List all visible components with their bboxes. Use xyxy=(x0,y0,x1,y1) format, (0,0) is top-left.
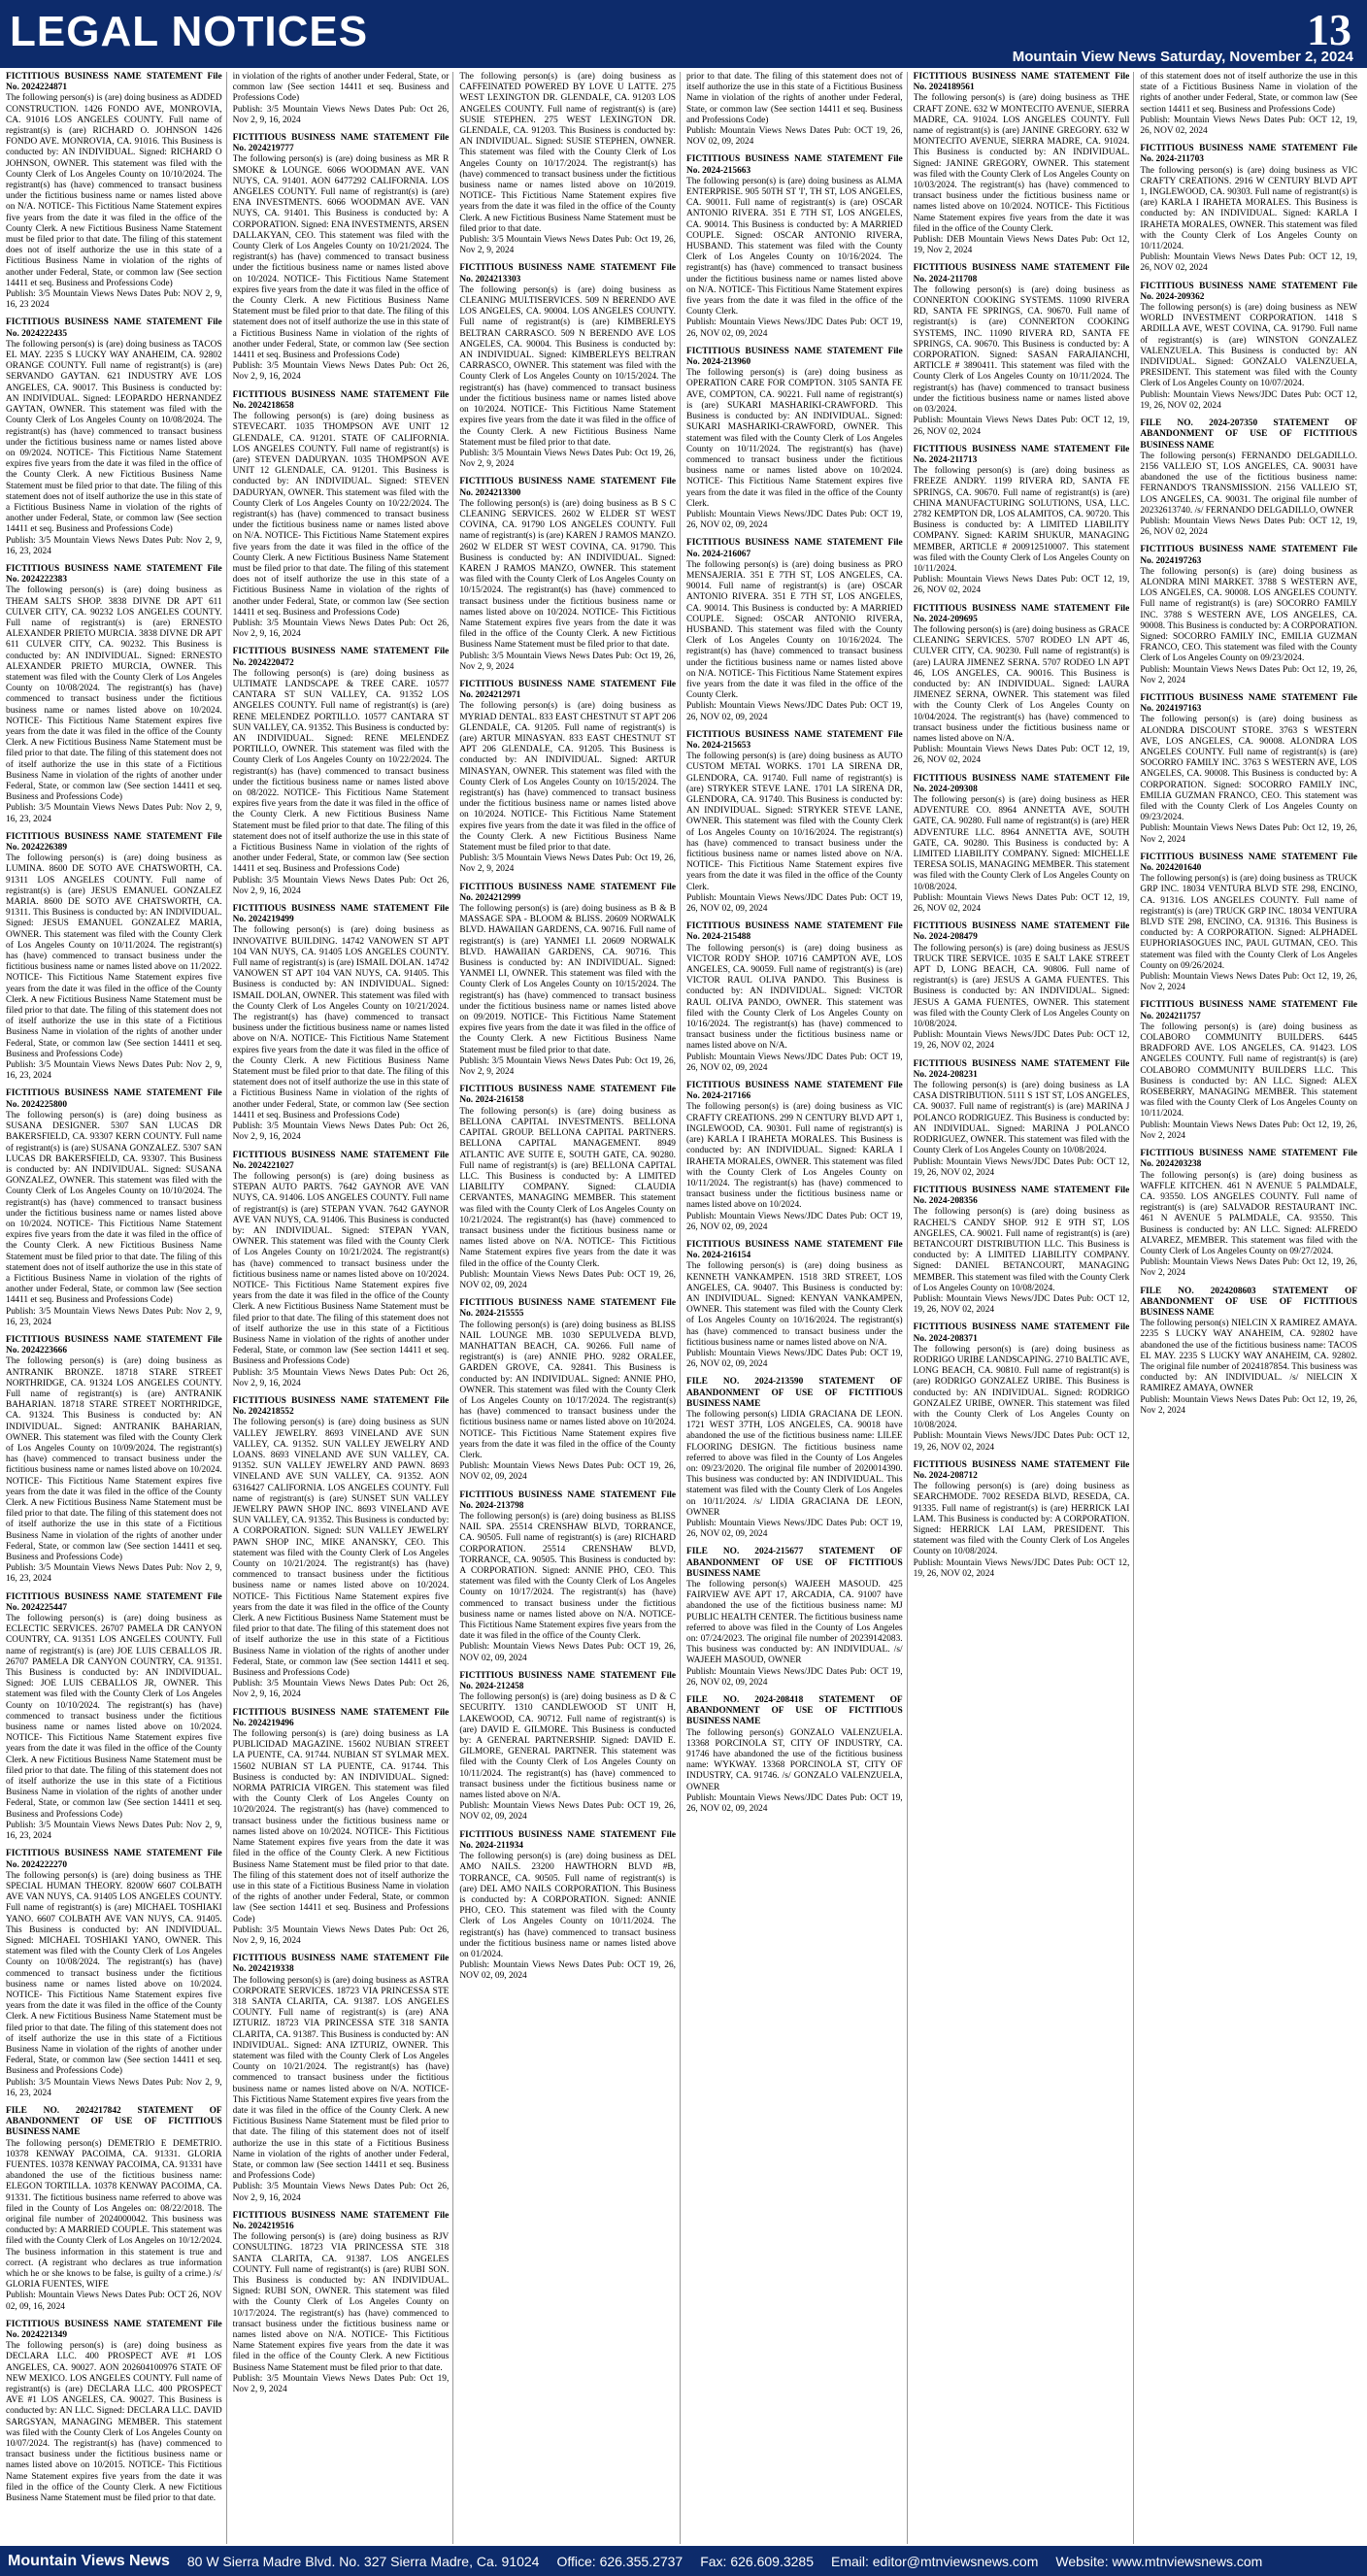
notice-body: The following person(s) is (are) doing business as DEL AMO NAILS. 23200 HAWTHORN BLVD #B, TORRANCE, CA. 90505. Full name of registrant(s) is (are) DEL AMO NAILS CORPORATION. This Business is conducted by: A CORPORATION. Signed: ANNIE PHO, CEO. This statement was filed with the County Clerk of Los Angeles County on 10/11/2024. The registrant(s) has (have) commenced to transact business under the fictitious business name or names listed above on 01/2024. xyxy=(459,1852,676,1959)
notice-heading: FILE NO. 2024-213590 STATEMENT OF ABANDONMENT OF USE OF FICTITIOUS BUSINESS NAME xyxy=(686,1377,903,1409)
column-1 xyxy=(6,72,227,2544)
legal-notice xyxy=(459,680,676,876)
notice-pub: Publish: Mountain Views News/JDC Dates Pub: OCT 19, 26, NOV 02, 09, 2024 xyxy=(686,701,903,722)
notice-body: The following person(s) WAJEEH MASOUD. 425 FAIRVIEW AVE APT 17, ARCADIA, CA. 91007 have abandoned the use of the fictitious business name: MJ PUBLIC HEALTH CENTER. The fictitious business name referred to above was filed in the County of Los Angeles on: 07/24/2023. The original file number of 20239142083. This business was conducted by: AN INDIVIDUAL. /s/ WAJEEH MASOUD, OWNER xyxy=(686,1580,903,1666)
notice-pub: Publish: 3/5 Mountain Views News Dates Pub: Oct 26, Nov 2, 9, 16, 2024 xyxy=(232,361,450,383)
legal-notice xyxy=(914,604,1130,767)
legal-notice xyxy=(914,445,1130,597)
notice-pub: Publish: 3/5 Mountain Views News Dates Pub: Oct 19, 26, Nov 2, 9, 2024 xyxy=(459,1055,676,1078)
footer-office-phone: Office: 626.355.2737 xyxy=(556,2553,684,2569)
notice-pub: Publish: 3/5 Mountain Views News Dates Pub: Oct 26, Nov 2, 9, 16, 2024 xyxy=(232,104,450,125)
notice-pub: Publish: Mountain Views News Dates Pub: OCT 19, 26, NOV 02, 09, 2024 xyxy=(459,1801,676,1823)
notice-body: The following person(s) is (are) doing business as GRACE CLEANING SERVICES. 5707 RODEO LN APT 46, CULVER CITY, CA. 90230. Full name of registrant(s) is (are) LAURA JIMENEZ SERNA. 5707 RODEO LN APT 46, LOS ANGELES, CA. 90016. This Business is conducted by: AN INDIVIDUAL. Signed: LAURA JIMENEZ SERNA, OWNER. This statement was filed with the County Clerk of Los Angeles County on 10/04/2024. The registrant(s) has (have) commenced to transact business under the fictitious business name or names listed above on N/A. xyxy=(913,624,1130,744)
notice-heading: FICTITIOUS BUSINESS NAME STATEMENT File No. 2024219777 xyxy=(232,133,450,154)
legal-notice xyxy=(1140,72,1357,137)
notice-body: The following person(s) is (are) doing business as JESUS TRUCK TIRE SERVICE. 1035 E SALT LAKE STREET APT D, LONG BEACH, CA. 90806. Full name of registrant(s) is (are) JESUS A GAMA FUENTES. This Business is conducted by: AN INDIVIDUAL. Signed: JESUS A GAMA FUENTES, OWNER. This statement was filed with the County Clerk of Los Angeles County on 10/08/2024. xyxy=(913,943,1130,1030)
legal-notice xyxy=(6,2320,222,2504)
notice-heading: FICTITIOUS BUSINESS NAME STATEMENT File No. 2024-208231 xyxy=(913,1058,1130,1080)
notice-heading: FICTITIOUS BUSINESS NAME STATEMENT File No. 2024219496 xyxy=(232,1707,450,1728)
notice-heading: FICTITIOUS BUSINESS NAME STATEMENT File No. 2024-211703 xyxy=(1140,144,1357,165)
notice-pub: Publish: Mountain Views News/JDC Dates Pub: OCT 12, 19, 26, NOV 02, 2024 xyxy=(913,1431,1130,1453)
notice-pub: Publish: Mountain Views News Dates Pub: OCT 12, 19, 26, NOV 02, 2024 xyxy=(1140,516,1357,538)
notice-body: The following person(s) is (are) doing business as VICTOR RODY SHOP. 10716 CAMPTON AVE, LOS ANGELES, CA. 90059. Full name of registrant(s) is (are) VICTOR RAUL OLIVA PANDO. This Business is conducted by: AN INDIVIDUAL. Signed: VICTOR RAUL OLIVA PANDO, OWNER. This statement was filed with the County Clerk of Los Angeles County on 10/16/2024. The registrant(s) has (have) commenced to transact business under the fictitious business name or names listed above on N/A. xyxy=(686,943,903,1052)
notice-body: The following person(s) is (are) doing business as ADDED CONSTRUCTION. 1426 FONDO AVE, MONROVIA, CA. 91016 LOS ANGELES COUNTY. Full name of registrant(s) is (are) RICHARD O. JOHNSON 1426 FONDO AVE. MONROVIA, CA. 91016. This Business is conducted by: AN INDIVIDUAL. Signed: RICHARD O JOHNSON, OWNER. This statement was filed with the County Clerk of Los Angeles County on 10/10/2024. The registrant(s) has (have) commenced to transact business under the fictitious business name or names listed above on N/A. NOTICE- This Fictitious Name Statement expires five years from the date it was filed in the office of the County Clerk. A new Fictitious Business Name Statement must be filed prior to that date. The filing of this statement does not of itself authorize the use in this state of a Fictitious Business Name in violation of the rights of another under Federal, State, or common law (See section 14411 et seq. Business and Professions Code) xyxy=(6,93,222,288)
notice-pub: Publish: Mountain Views News/JDC Dates Pub: OCT 19, 26, NOV 02, 09, 2024 xyxy=(686,1052,903,1073)
notice-heading: FICTITIOUS BUSINESS NAME STATEMENT File No. 2024203238 xyxy=(1140,1149,1357,1170)
notice-heading: FILE NO. 2024-208418 STATEMENT OF ABANDONMENT OF USE OF FICTITIOUS BUSINESS NAME xyxy=(686,1695,903,1727)
notice-heading: FICTITIOUS BUSINESS NAME STATEMENT File No. 2024225800 xyxy=(6,1088,222,1110)
legal-notice xyxy=(1140,693,1357,846)
notice-body: The following person(s) is (are) doing business as AUTO CUSTOM METAL WORKS. 1701 LA SIRENA DR, GLENDORA, CA. 91740. Full name of registrant(s) is (are) STRYKER STEVE LANE. 1701 LA SIRENA DR, GLENDORA, CA. 91740. This Business is conducted by: AN INDIVIDUAL. Signed: STRYKER STEVE LANE, OWNER. This statement was filed with the County Clerk of Los Angeles County on 10/16/2024. The registrant(s) has (have) commenced to transact business under the fictitious business name or names listed above on N/A. NOTICE- This Fictitious Name Statement expires five years from the date it was filed in the office of the County Clerk. xyxy=(686,752,903,892)
notice-body: The following person(s) is (are) doing business as CAFFEINATED POWERED BY LOVE U LATTE. 275 WEST LEXINGTON DR. GLENDALE, CA. 91203 LOS ANGELES COUNTY. Full name of registrant(s) is (are) SUSIE STEPHEN. 275 WEST LEXINGTON DR. GLENDALE, CA. 91203. This Business is conducted by: AN INDIVIDUAL. Signed: SUSIE STEPHEN, OWNER. This statement was filed with the County Clerk of Los Angeles County on 10/17/2024. The registrant(s) has (have) commenced to transact business under the fictitious business name or names listed above on 10/2019. NOTICE- This Fictitious Name Statement expires five years from the date it was filed in the office of the County Clerk. A new Fictitious Business Name Statement must be filed prior to that date. xyxy=(459,72,676,234)
legal-notice xyxy=(914,1059,1130,1179)
legal-notice xyxy=(914,1322,1130,1453)
notice-pub: Publish: Mountain Views News/JDC Dates Pub: OCT 19, 26, NOV 02, 09, 2024 xyxy=(686,1792,903,1815)
notice-heading: FICTITIOUS BUSINESS NAME STATEMENT File No. 2024-211713 xyxy=(913,444,1130,465)
notice-pub: Publish: Mountain Views News Dates Pub: OCT 12, 19, 26, NOV 02, 2024 xyxy=(1140,115,1357,137)
notice-body: The following person(s) is (are) doing business as CONNERTON COOKING SYSTEMS. 11090 RIVERA RD, SANTA FE SPRINGS, CA. 90670. Full name of registrant(s) is (are) CONNERTON COOKING SYSTEMS, INC. 11090 RIVERA RD, SANTA FE SPRINGS, CA. 90670. This Business is conducted by: A CORPORATION. Signed: SASAN FARAJIANCHI, ARTICLE # 3890411. This statement was filed with the County Clerk of Los Angeles County on 10/11/2024. The registrant(s) has (have) commenced to transact business under the fictitious business name or names listed above on 03/2024. xyxy=(913,284,1130,416)
footer-email[interactable]: Email: editor@mtnviewsnews.com xyxy=(830,2553,1039,2569)
notice-heading: FICTITIOUS BUSINESS NAME STATEMENT File No. 2024218658 xyxy=(232,389,450,411)
notice-heading: FICTITIOUS BUSINESS NAME STATEMENT File No. 2024222435 xyxy=(6,318,222,339)
notice-pub: Publish: Mountain Views News/JDC Dates Pub: OCT 12, 19, 26, NOV 02, 2024 xyxy=(913,1156,1130,1178)
legal-notice xyxy=(1140,1000,1357,1142)
page-number: 13 xyxy=(1307,5,1351,54)
notice-pub: Publish: 3/5 Mountain Views News Dates Pub: Nov 2, 9, 16, 23, 2024 xyxy=(6,2077,222,2098)
legal-notice xyxy=(686,72,903,148)
notice-body: in violation of the rights of another under Federal, State, or common law (See section 14411 et seq. Business and Professions Code) xyxy=(232,72,450,104)
notice-body: The following person(s) is (are) doing business as ALMA ENTERPRISE. 905 50TH ST 'I', TH ST, LOS ANGELES, CA. 90011. Full name of registrant(s) is (are) OSCAR ANTONIO RIVERA. 351 E 7TH ST, LOS ANGELES, CA. 90014. This Business is conducted by: A MARRIED COUPLE. Signed: OSCAR ANTONIO RIVERA, HUSBAND. This statement was filed with the County Clerk of Los Angeles County on 10/16/2024. The registrant(s) has (have) commenced to transact business under the fictitious business name or names listed above on N/A. NOTICE- This Fictitious Name Statement expires five years from the date it was filed in the office of the County Clerk. xyxy=(686,176,903,318)
notice-body: The following person(s) is (are) doing business as HER ADVENTURE CO. 8964 ANNETTA AVE, SOUTH GATE, CA. 90280. Full name of registrant(s) is (are) HER ADVENTURE LLC. 8964 ANNETTA AVE, SOUTH GATE, CA. 90280. This Business is conducted by: A LIMITED LIABILITY COMPANY. Signed: MICHELLE TERESA SOLIS, MANAGING MEMBER. This statement was filed with the County Clerk of Los Angeles County on 10/08/2024. xyxy=(913,795,1130,892)
notice-heading: FILE NO. 2024217842 STATEMENT OF ABANDONMENT OF USE OF FICTITIOUS BUSINESS NAME xyxy=(6,2105,222,2138)
notice-heading: FICTITIOUS BUSINESS NAME STATEMENT File No. 2024222383 xyxy=(6,563,222,585)
notice-heading: FICTITIOUS BUSINESS NAME STATEMENT File No. 2024-215653 xyxy=(686,729,903,751)
legal-notice xyxy=(233,1151,450,1389)
notice-heading: FICTITIOUS BUSINESS NAME STATEMENT File No. 2024-217166 xyxy=(686,1081,903,1102)
notice-pub: Publish: 3/5 Mountain Views News Dates Pub: NOV 2, 9, 16, 23 2024 xyxy=(6,289,222,311)
legal-notice xyxy=(686,1081,903,1233)
notice-pub: Publish: 3/5 Mountain Views News Dates Pub: Nov 2, 9, 16, 23, 2024 xyxy=(6,1060,222,1082)
notice-body: of this statement does not of itself authorize the use in this state of a Fictitious Business Name in violation of the rights of another under Federal, State, or common law (See section 14411 et seq. Business and Professions Code) xyxy=(1140,72,1357,115)
notice-body: The following person(s) is (are) doing business as THE SPECIAL HUMAN THEORY. 8200W 6607 COLBATH AVE VAN NUYS, CA. 91405 LOS ANGELES COUNTY. Full name of registrant(s) is (are) MICHAEL TOSHIAKI YANO. 6607 COLBATH AVE VAN NUYS, CA. 91405. This Business is conducted by: AN INDIVIDUAL. Signed: MICHAEL TOSHIAKI YANO, OWNER. This statement was filed with the County Clerk of Los Angeles County on 10/08/2024. The registrant(s) has (have) commenced to transact business under the fictitious business name or names listed above on 10/2024. NOTICE- This Fictitious Name Statement expires five years from the date it was filed in the office of the County Clerk. A new Fictitious Business Name Statement must be filed prior to that date. The filing of this statement does not of itself authorize the use in this state of a Fictitious Business Name in violation of the rights of another under Federal, State, or common law (See section 14411 et seq. Business and Professions Code) xyxy=(6,1870,222,2077)
notice-heading: FICTITIOUS BUSINESS NAME STATEMENT File No. 2024197263 xyxy=(1140,545,1357,566)
notice-body: The following person(s) is (are) doing business as ECLECTIC SERVICES. 26707 PAMELA DR CANYON COUNTRY, CA. 91351 LOS ANGELES COUNTY. Full name of registrant(s) is (are) JOE LUIS CEBALLOS JR. 26707 PAMELA DR CANYON COUNTRY, CA. 91351. This Business is conducted by: AN INDIVIDUAL. Signed: JOE LUIS CEBALLOS JR, OWNER. This statement was filed with the County Clerk of Los Angeles County on 10/10/2024. The registrant(s) has (have) commenced to transact business under the fictitious business name or names listed above on 10/2024. NOTICE- This Fictitious Name Statement expires five years from the date it was filed in the office of the County Clerk. A new Fictitious Business Name Statement must be filed prior to that date. The filing of this statement does not of itself authorize the use in this state of a Fictitious Business Name in violation of the rights of another under Federal, State, or common law (See section 14411 et seq. Business and Professions Code) xyxy=(6,1614,222,1820)
legal-notice xyxy=(914,921,1130,1052)
legal-notice xyxy=(914,72,1130,256)
notice-pub: Publish: Mountain Views News/JDC Dates Pub: OCT 19, 26, NOV 02, 09, 2024 xyxy=(686,892,903,915)
notice-heading: FICTITIOUS BUSINESS NAME STATEMENT File No. 2024212999 xyxy=(459,882,676,903)
notice-pub: Publish: Mountain Views News Dates Pub: OCT 19, 26, NOV 02, 09, 2024 xyxy=(459,1461,676,1483)
legal-notice xyxy=(914,774,1130,916)
footer-fax: Fax: 626.609.3285 xyxy=(700,2553,814,2569)
column-5 xyxy=(914,72,1135,2544)
notice-heading: FICTITIOUS BUSINESS NAME STATEMENT File No. 2024-216158 xyxy=(459,1085,676,1106)
legal-notice xyxy=(1140,418,1357,538)
notice-pub: Publish: Mountain Views News Dates Pub: Oct 12, 19, 26, Nov 2, 2024 xyxy=(1140,1120,1357,1141)
notice-heading: FICTITIOUS BUSINESS NAME STATEMENT File No. 2024219338 xyxy=(232,1954,450,1975)
notice-body: The following person(s) is (are) doing business as COLABORO COMMUNITY BUILDERS. 6445 BRADFORD AVE. LOS ANGELES, CA. 91423. LOS ANGELES COUNTY. Full name of registrant(s) is (are) COLABORO COMMUNITY BUILDERS LLC. This Business is conducted by: AN LLC. Signed: ALEX ROSEBERRY, MANAGING MEMBER. This statement was filed with the County Clerk of Los Angeles County on 10/11/2024. xyxy=(1140,1021,1357,1120)
legal-notice xyxy=(686,1240,903,1370)
notice-heading: FICTITIOUS BUSINESS NAME STATEMENT File No. 2024213303 xyxy=(459,263,676,284)
legal-notice xyxy=(686,1695,903,1815)
notice-heading: FICTITIOUS BUSINESS NAME STATEMENT File No. 2024-208712 xyxy=(913,1459,1130,1481)
notice-pub: Publish: Mountain Views News Dates Pub: OCT 19, 26, NOV 02, 09, 2024 xyxy=(686,126,903,148)
notice-pub: Publish: Mountain Views News/JDC Dates Pub: OCT 19, 26, NOV 02, 09, 2024 xyxy=(686,509,903,531)
legal-notice xyxy=(233,647,450,897)
legal-notice xyxy=(459,72,676,256)
notice-body: The following person(s) is (are) doing business as SEARCHMODE. 7002 RESEDA BLVD, RESEDA, CA. 91335. Full name of registrant(s) is (are) HERRICK LAI LAM. This Business is conducted by: A CORPORATION. Signed: HERRICK LAI LAM, PRESIDENT. This statement was filed with the County Clerk of Los Angeles County on 10/08/2024. xyxy=(913,1482,1130,1557)
notice-heading: FICTITIOUS BUSINESS NAME STATEMENT File No. 2024219516 xyxy=(232,2210,450,2231)
legal-notice xyxy=(6,564,222,825)
notice-pub: Publish: Mountain Views News Dates Pub: OCT 19, 26, NOV 02, 09, 2024 xyxy=(459,1269,676,1290)
footer-address: 80 W Sierra Madre Blvd. No. 327 Sierra Madre, Ca. 91024 xyxy=(186,2553,540,2569)
legal-notice xyxy=(6,1592,222,1843)
notice-heading: FICTITIOUS BUSINESS NAME STATEMENT File No. 2024-209695 xyxy=(913,603,1130,624)
notice-body: The following person(s) is (are) doing business as THEAM SALTS SHOP. 3838 DIVNE DR APT 611 CULVER CITY, CA. 90232 LOS ANGELES COUNTY. Full name of registrant(s) is (are) ERNESTO ALEXANDER PRIETO MURCIA. 3838 DIVNE DR APT 611 CULVER CITY, CA. 90232. This Business is conducted by: AN INDIVIDUAL. Signed: ERNESTO ALEXANDER PRIETO MURCIA, OWNER. This statement was filed with the County Clerk of Los Angeles County on 10/08/2024. The registrant(s) has (have) commenced to transact business under the fictitious business name or names listed above on 10/2024. NOTICE- This Fictitious Name Statement expires five years from the date it was filed in the office of the County Clerk. A new Fictitious Business Name Statement must be filed prior to that date. The filing of this statement does not of itself authorize the use in this state of a Fictitious Business Name in violation of the rights of another under Federal, State, or common law (See section 14411 et seq. Business and Professions Code) xyxy=(6,585,222,803)
notice-pub: Publish: Mountain Views News Dates Pub: OCT 19, 26, NOV 02, 09, 2024 xyxy=(459,1642,676,1663)
legal-notice xyxy=(459,883,676,1079)
notice-body: The following person(s) is (are) doing business as B & B MASSAGE SPA - BLOOM & BLISS. 20609 NORWALK BLVD. HAWAIIAN GARDENS, CA. 90716. Full name of registrant(s) is (are) YANMEI LI. 20609 NORWALK BLVD. HAWAIIAN GARDENS, CA. 90716. This Business is conducted by: AN INDIVIDUAL. Signed: YANMEI LI, OWNER. This statement was filed with the County Clerk of Los Angeles County on 10/15/2024. The registrant(s) has (have) commenced to transact business under the fictitious business name or names listed above on 09/2019. NOTICE- This Fictitious Name Statement expires five years from the date it was filed in the office of the County Clerk. A new Fictitious Business Name Statement must be filed prior to that date. xyxy=(459,904,676,1055)
legal-notice xyxy=(233,1954,450,2204)
column-2 xyxy=(233,72,454,2544)
notice-body: The following person(s) is (are) doing business as TRUCK GRP INC. 18034 VENTURA BLVD STE 298, ENCINO, CA. 91316. LOS ANGELES COUNTY. Full name of registrant(s) is (are) TRUCK GRP INC. 18034 VENTURA BLVD STE 298, ENCINO, CA. 91316. This Business is conducted by: A CORPORATION. Signed: ALPHADEL EUPHORIASOGUES INC, PAUL GUTMAN, CEO. This statement was filed with the County Clerk of Los Angeles County on 09/26/2024. xyxy=(1140,874,1357,971)
masthead xyxy=(0,0,1367,68)
dateline: Mountain View News Saturday, November 2, 2024 xyxy=(1012,49,1353,65)
notice-body: The following person(s) is (are) doing business as PRO MENSAJERIA. 351 E 7TH ST, LOS ANGELES, CA. 90014. Full name of registrant(s) is (are) OSCAR ANTONIO RIVERA. 351 E 7TH ST, LOS ANGELES, CA. 90014. This Business is conducted by: A MARRIED COUPLE. Signed: OSCAR ANTONIO RIVERA, HUSBAND. This statement was filed with the County Clerk of Los Angeles County on 10/16/2024. The registrant(s) has (have) commenced to transact business under the fictitious business name or names listed above on N/A. NOTICE- This Fictitious Name Statement expires five years from the date it was filed in the office of the County Clerk. xyxy=(686,559,903,701)
legal-notice xyxy=(1140,1149,1357,1279)
notice-pub: Publish: Mountain Views News Dates Pub: OCT 19, 26, NOV 02, 09, 2024 xyxy=(459,1960,676,1982)
notice-pub: Publish: Mountain Views News Dates Pub: OCT 26, NOV 02, 09, 16, 2024 xyxy=(6,2291,222,2312)
notice-body: The following person(s) is (are) doing business as RODRIGO URIBE LANDSCAPING. 2710 BALTIC AVE, LONG BEACH, CA. 90810. Full name of registrant(s) is (are) RODRIGO GONZALEZ URIBE. This Business is conducted by: AN INDIVIDUAL. Signed: RODRIGO GONZALEZ URIBE, OWNER. This statement was filed with the County Clerk of Los Angeles County on 10/08/2024. xyxy=(913,1344,1130,1431)
legal-notice xyxy=(6,1335,222,1586)
notice-pub: Publish: 3/5 Mountain Views News Dates Pub: Oct 19, 26, Nov 2, 9, 2024 xyxy=(459,651,676,672)
notice-body: The following person(s) is (are) doing business as MYRIAD DENTAL. 833 EAST CHESTNUT ST APT 206 GLENDALE, CA. 91205. Full name of registrant(s) is (are) ARTUR MINASYAN. 833 EAST CHESTNUT ST APT 206 GLENDALE, CA. 91205. This Business is conducted by: AN INDIVIDUAL. Signed: ARTUR MINASYAN, OWNER. This statement was filed with the County Clerk of Los Angeles County on 10/15/2024. The registrant(s) has (have) commenced to transact business under the fictitious business name or names listed above on 10/2024. NOTICE- This Fictitious Name Statement expires five years from the date it was filed in the office of the County Clerk. A new Fictitious Business Name Statement must be filed prior to that date. xyxy=(459,701,676,853)
notice-heading: FICTITIOUS BUSINESS NAME STATEMENT File No. 2024225447 xyxy=(6,1591,222,1613)
notice-heading: FICTITIOUS BUSINESS NAME STATEMENT File No. 2024-215488 xyxy=(686,921,903,943)
page-title: LEGAL NOTICES xyxy=(10,8,369,55)
legal-notice xyxy=(686,1377,903,1540)
legal-notice xyxy=(1140,1287,1357,1417)
notice-body: The following person(s) is (are) doing business as LUMINA. 8600 DE SOTO AVE CHATSWORTH, CA. 91311 LOS ANGELES COUNTY. Full name of registrant(s) is (are) JESUS EMANUEL GONZALEZ MARIA. 8600 DE SOTO AVE CHATSWORTH, CA. 91311. This Business is conducted by: AN INDIVIDUAL. Signed: JESUS EMANUEL GONZALEZ MARIA, OWNER. This statement was filed with the County Clerk of Los Angeles County on 10/11/2024. The registrant(s) has (have) commenced to transact business under the fictitious business name or names listed above on 11/2022. NOTICE- This Fictitious Name Statement expires five years from the date it was filed in the office of the County Clerk. A new Fictitious Business Name Statement must be filed prior to that date. The filing of this statement does not of itself authorize the use in this state of a Fictitious Business Name in violation of the rights of another under Federal, State, or common law (See section 14411 et seq. Business and Professions Code) xyxy=(6,853,222,1059)
notice-heading: FICTITIOUS BUSINESS NAME STATEMENT File No. 2024-215663 xyxy=(686,154,903,176)
notice-pub: Publish: 3/5 Mountain Views News Dates Pub: Oct 19, 26, Nov 2, 9, 2024 xyxy=(459,235,676,256)
notice-pub: Publish: 3/5 Mountain Views News Dates Pub: Oct 26, Nov 2, 9, 16, 2024 xyxy=(232,1924,450,1946)
notice-body: The following person(s) is (are) doing business as STEVECART. 1035 THOMPSON AVE UNIT 12 GLENDALE, CA. 91201. STATE OF CALIFORNIA. LOS ANGELES COUNTY. Full name of registrant(s) is (are) STEVEN DADURYAN. 1035 THOMPSON AVE UNIT 12 GLENDALE, CA. 91201. This Business is conducted by: AN INDIVIDUAL. Signed: STEVEN DADURYAN, OWNER. This statement was filed with the County Clerk of Los Angeles County on 10/22/2024. The registrant(s) has (have) commenced to transact business under the fictitious business name or names listed above on N/A. NOTICE- This Fictitious Name Statement expires five years from the date it was filed in the office of the County Clerk. A new Fictitious Business Name Statement must be filed prior to that date. The filing of this statement does not of itself authorize the use in this state of a Fictitious Business Name in violation of the rights of another under Federal, State, or common law (See section 14411 et seq. Business and Professions Code) xyxy=(232,412,450,618)
legal-notice xyxy=(459,477,676,673)
notice-pub: Publish: Mountain Views News Dates Pub: OCT 12, 19, 26, NOV 02, 2024 xyxy=(1140,252,1357,274)
notice-heading: FICTITIOUS BUSINESS NAME STATEMENT File No. 2024-216067 xyxy=(686,538,903,559)
notice-pub: Publish: 3/5 Mountain Views News Dates Pub: Oct 26, Nov 2, 9, 16, 2024 xyxy=(232,1121,450,1143)
notice-body: The following person(s) is (are) doing business as OPERATION CARE FOR COMPTON. 3105 SANTA FE AVE, COMPTON, CA. 90221. Full name of registrant(s) is (are) SUKARI MASHARIKI-CRAWFORD. This Business is conducted by: AN INDIVIDUAL. Signed: SUKARI MASHARIKI-CRAWFORD, OWNER. This statement was filed with the County Clerk of Los Angeles County on 10/11/2024. The registrant(s) has (have) commenced to transact business under the fictitious business name or names listed above on 10/2024. NOTICE- This Fictitious Name Statement expires five years from the date it was filed in the office of the County Clerk. xyxy=(686,368,903,509)
notice-pub: Publish: Mountain Views News Dates Pub: Oct 12, 19, 26, Nov 2, 2024 xyxy=(1140,972,1357,993)
legal-notice xyxy=(686,921,903,1074)
notice-heading: FICTITIOUS BUSINESS NAME STATEMENT File No. 2024221349 xyxy=(6,2319,222,2341)
notice-heading: FICTITIOUS BUSINESS NAME STATEMENT File No. 2024213300 xyxy=(459,477,676,498)
notice-body: The following person(s) is (are) doing business as CLEANING MULTISERVICES. 509 N BERENDO AVE LOS ANGELES, CA. 90004. LOS ANGELES COUNTY. Full name of registrant(s) is (are) KIMBERLEYS BELTRAN CARRASCO. 509 N BERENDO AVE LOS ANGELES, CA. 90004. This Business is conducted by: AN INDIVIDUAL. Signed: KIMBERLEYS BELTRAN CARRASCO, OWNER. This statement was filed with the County Clerk of Los Angeles County on 10/15/2024. The registrant(s) has (have) commenced to transact business under the fictitious business name or names listed above on 10/2024. NOTICE- This Fictitious Name Statement expires five years from the date it was filed in the office of the County Clerk. A new Fictitious Business Name Statement must be filed prior to that date. xyxy=(459,284,676,448)
notice-pub: Publish: Mountain Views News Dates Pub: OCT 12, 19, 26, NOV 02, 2024 xyxy=(913,416,1130,437)
notice-pub: Publish: 3/5 Mountain Views News Dates Pub: Oct 26, Nov 2, 9, 16, 2024 xyxy=(232,1679,450,1700)
notice-heading: FICTITIOUS BUSINESS NAME STATEMENT File No. 2024-208356 xyxy=(913,1185,1130,1207)
footer-paper-name: Mountain Views News xyxy=(8,2552,170,2569)
notice-body: The following person(s) GONZALO VALENZUELA. 13368 PORCINOLA ST, CITY OF INDUSTRY, CA. 91746 have abandoned the use of the fictitious business name: WYKWAY. 13368 PORCINOLA ST, CITY OF INDUSTRY, CA. 91746. /s/ GONZALO VALENZUELA, OWNER xyxy=(686,1727,903,1792)
legal-notice xyxy=(6,318,222,556)
notice-pub: Publish: Mountain Views News/JDC Dates Pub: OCT 19, 26, NOV 02, 09, 2024 xyxy=(686,318,903,339)
notice-pub: Publish: 3/5 Mountain Views News Dates Pub: Nov 2, 9, 16, 23, 2024 xyxy=(6,535,222,556)
notice-pub: Publish: Mountain Views News/JDC Dates Pub: OCT 19, 26, NOV 02, 09, 2024 xyxy=(686,1211,903,1232)
legal-notice xyxy=(459,1085,676,1291)
notice-heading: FICTITIOUS BUSINESS NAME STATEMENT File No. 2024220472 xyxy=(232,647,450,668)
legal-notice xyxy=(686,1547,903,1689)
column-3 xyxy=(459,72,681,2544)
notice-body: The following person(s) DEMETRIO E DEMETRIO. 10378 KENWAY PACOIMA, CA. 91331. GLORIA FUENTES. 10378 KENWAY PACOIMA, CA. 91331 have abandoned the use of the fictitious business name: ELEGON TORTILLA. 10378 KENWAY PACOIMA, CA. 91331. The fictitious business name referred to above was filed in the County of Los Angeles on: 08/22/2018. The original file number of 2024000042. This business was conducted by: A MARRIED COUPLE. This statement was filed with the County Clerk of Los Angeles on 10/12/2024. The business information in this statement is true and correct. (A registrant who declares as true information which he or she knows to be false, is guilty of a crime.) /s/ GLORIA FUENTES, WIFE xyxy=(6,2138,222,2291)
notice-heading: FICTITIOUS BUSINESS NAME STATEMENT File No. 2024-213798 xyxy=(459,1489,676,1511)
notice-heading: FICTITIOUS BUSINESS NAME STATEMENT File No. 2024222270 xyxy=(6,1849,222,1870)
notice-pub: Publish: Mountain Views News Dates Pub: Oct 12, 19, 26, Nov 2, 2024 xyxy=(1140,1257,1357,1279)
notice-heading: FICTITIOUS BUSINESS NAME STATEMENT File No. 2024-215555 xyxy=(459,1298,676,1320)
notice-body: The following person(s) NIELCIN X RAMIREZ AMAYA. 2235 S LUCKY WAY ANAHEIM, CA. 92802 have abandoned the use of the fictitious business name: TACOS EL MAY. 2235 S LUCKY WAY ANAHEIM, CA. 92802. The original file number of 2024187854. This business was conducted by: AN INDIVIDUAL. /s/ NIELCIN X RAMIREZ AMAYA, OWNER xyxy=(1140,1319,1357,1394)
notice-body: The following person(s) is (are) doing business as RJV CONSULTING. 18723 VIA PRINCESSA STE 318 SANTA CLARITA, CA. 91387. LOS ANGELES COUNTY. Full name of registrant(s) is (are) RUBI SON. This Business is conducted by: AN INDIVIDUAL. Signed: RUBI SON, OWNER. This statement was filed with the County Clerk of Los Angeles County on 10/17/2024. The registrant(s) has (have) commenced to transact business under the fictitious business name or names listed above on N/A. NOTICE- This Fictitious Name Statement expires five years from the date it was filed in the office of the County Clerk. A new Fictitious Business Name Statement must be filed prior to that date. xyxy=(232,2232,450,2373)
notice-body: The following person(s) is (are) doing business as BLISS NAIL SPA. 25514 CRENSHAW BLVD, TORRANCE, CA. 90505. Full name of registrant(s) is (are) RICHARD CORPORATION. 25514 CRENSHAW BLVD, TORRANCE, CA. 90505. This Business is conducted by: A CORPORATION. Signed: ANNIE PHO, CEO. This statement was filed with the County Clerk of Los Angeles County on 10/17/2024. The registrant(s) has (have) commenced to transact business under the fictitious business name or names listed above on N/A. NOTICE- This Fictitious Name Statement expires five years from the date it was filed in the office of the County Clerk. xyxy=(459,1512,676,1642)
notice-heading: FICTITIOUS BUSINESS NAME STATEMENT File No. 2024-209308 xyxy=(913,773,1130,794)
notice-body: The following person(s) is (are) doing business as KENNETH VANKAMPEN. 1518 3RD STREET, LOS ANGELES, CA. 90407. This Business is conducted by: AN INDIVIDUAL. Signed: KENYAN VANKAMPEN, OWNER. This statement was filed with the County Clerk of Los Angeles County on 10/16/2024. The registrant(s) has (have) commenced to transact business under the fictitious business name or names listed above on N/A. xyxy=(686,1261,903,1348)
notice-pub: Publish: 3/5 Mountain Views News Dates Pub: Nov 2, 9, 16, 23, 2024 xyxy=(6,803,222,824)
legal-notice xyxy=(6,72,222,311)
legal-notice xyxy=(233,904,450,1143)
notice-body: The following person(s) is (are) doing business as LA PUBLICIDAD MAGAZINE. 15602 NUBIAN STREET LA PUENTE, CA. 91744. NUBIAN ST SYLMAR MEX. 15602 NUBIAN ST LA PUENTE, CA. 91744. This Business is conducted by: AN INDIVIDUAL. Signed: NORMA PATRICIA VIRGEN. This statement was filed with the County Clerk of Los Angeles County on 10/20/2024. The registrant(s) has (have) commenced to transact business under the fictitious business name or names listed above on 10/2024. NOTICE- This Fictitious Name Statement expires five years from the date it was filed in the office of the County Clerk. A new Fictitious Business Name Statement must be filed prior to that date. The filing of this statement does not of itself authorize the use in this state of a Fictitious Business Name in violation of the rights of another under Federal, State, or common law (See section 14411 et seq. Business and Professions Code) xyxy=(232,1729,450,1924)
legal-notice xyxy=(459,263,676,470)
legal-notice xyxy=(1140,545,1357,686)
notice-body: The following person(s) is (are) doing business as STEPAN AUTO PARTS. 7642 GAYNOR AVE VAN NUYS, CA. 91406. LOS ANGELES COUNTY. Full name of registrant(s) is (are) STEPAN YVAN. 7642 GAYNOR AVE VAN NUYS, CA. 91406. This Business is conducted by: AN INDIVIDUAL. Signed: STEPAN YVAN, OWNER. This statement was filed with the County Clerk of Los Angeles County on 10/21/2024. The registrant(s) has (have) commenced to transact business under the fictitious business name or names listed above on 10/2024. NOTICE- This Fictitious Name Statement expires five years from the date it was filed in the office of the County Clerk. A new Fictitious Business Name Statement must be filed prior to that date. The filing of this statement does not of itself authorize the use in this state of a Fictitious Business Name in violation of the rights of another under Federal, State, or common law (See section 14411 et seq. Business and Professions Code) xyxy=(232,1171,450,1367)
column-6 xyxy=(1140,72,1361,2544)
notice-pub: Publish: Mountain Views News Dates Pub: Oct 12, 19, 26, Nov 2, 2024 xyxy=(1140,664,1357,686)
notice-body: The following person(s) is (are) doing business as VIC CRAFTY CREATIONS. 2916 W CENTURY BLVD APT 1, INGLEWOOD, CA. 90303. Full name of registrant(s) is (are) KARLA I IRAHETA MORALES. This Business is conducted by: AN INDIVIDUAL. Signed: KARLA I IRAHETA MORALES, OWNER. This statement was filed with the County Clerk of Los Angeles County on 10/11/2024. xyxy=(1140,165,1357,252)
notice-body: The following person(s) is (are) doing business as TACOS EL MAY. 2235 S LUCKY WAY ANAHEIM, CA. 92802 ORANGE COUNTY. Full name of registrant(s) is (are) SERVANDO GAYTAN. 621 INDUSTRY AVE LOS ANGELES, CA. 90017. This Business is conducted by: AN INDIVIDUAL. Signed: LEOPARDO HERNANDEZ GAYTAN, OWNER. This statement was filed with the County Clerk of Los Angeles County on 10/08/2024. The registrant(s) has (have) commenced to transact business under the fictitious business name or names listed above on 09/2024. NOTICE- This Fictitious Name Statement expires five years from the date it was filed in the office of the County Clerk. A new Fictitious Business Name Statement must be filed prior to that date. The filing of this statement does not of itself authorize the use in this state of a Fictitious Business Name in violation of the rights of another under Federal, State, or common law (See section 14411 et seq. Business and Professions Code) xyxy=(6,339,222,535)
notice-body: The following person(s) is (are) doing business as INNOVATIVE BUILDING. 14742 VANOWEN ST APT 104 VAN NUYS, CA. 91405 LOS ANGELES COUNTY. Full name of registrant(s) is (are) ISMAIL DOLAN. 14742 VANOWEN ST APT 104 VAN NUYS, CA. 91405. This Business is conducted by: AN INDIVIDUAL. Signed: ISMAIL DOLAN, OWNER. This statement was filed with the County Clerk of Los Angeles County on 10/21/2024. The registrant(s) has (have) commenced to transact business under the fictitious business name or names listed above on N/A. NOTICE- This Fictitious Name Statement expires five years from the date it was filed in the office of the County Clerk. A new Fictitious Business Name Statement must be filed prior to that date. The filing of this statement does not of itself authorize the use in this state of a Fictitious Business Name in violation of the rights of another under Federal, State, or common law (See section 14411 et seq. Business and Professions Code) xyxy=(232,925,450,1121)
notice-pub: Publish: Mountain Views News/JDC Dates Pub: OCT 19, 26, NOV 02, 09, 2024 xyxy=(686,1666,903,1688)
notice-pub: Publish: 3/5 Mountain Views News Dates Pub: Nov 2, 9, 16, 23, 2024 xyxy=(6,1820,222,1842)
notice-heading: FICTITIOUS BUSINESS NAME STATEMENT File No. 2024211757 xyxy=(1140,1000,1357,1021)
notice-body: The following person(s) is (are) doing business as SUSANA DESIGNER. 5307 SAN LUCAS DR BAKERSFIELD, CA. 93307 KERN COUNTY. Full name of registrant(s) is (are) SUSANA GONZALEZ. 5307 SAN LUCAS DR BAKERSFIELD, CA. 93307. This Business is conducted by: AN INDIVIDUAL. Signed: SUSANA GONZALEZ, OWNER. This statement was filed with the County Clerk of Los Angeles County on 10/10/2024. The registrant(s) has (have) commenced to transact business under the fictitious business name or names listed above on 10/2024. NOTICE- This Fictitious Name Statement expires five years from the date it was filed in the office of the County Clerk. A new Fictitious Business Name Statement must be filed prior to that date. The filing of this statement does not of itself authorize the use in this state of a Fictitious Business Name in violation of the rights of another under Federal, State, or common law (See section 14411 et seq. Business and Professions Code) xyxy=(6,1110,222,1306)
notice-body: The following person(s) is (are) doing business as ALONDRA DISCOUNT STORE. 3763 S WESTERN AVE, LOS ANGELES, CA. 90008. ALONDRA LOS ANGELES COUNTY. Full name of registrant(s) is (are) SOCORRO FAMILY INC. 3763 S WESTERN AVE, LOS ANGELES, CA. 90008. This Business is conducted by: A CORPORATION. Signed: SOCORRO FAMILY INC, EMILIA GUZMAN FRANCO, CEO. This statement was filed with the County Clerk of Los Angeles County on 09/23/2024. xyxy=(1140,715,1357,823)
notice-heading: FICTITIOUS BUSINESS NAME STATEMENT File No. 2024-211934 xyxy=(459,1829,676,1851)
footer-website[interactable]: Website: www.mtnviewsnews.com xyxy=(1055,2553,1263,2569)
notice-heading: FICTITIOUS BUSINESS NAME STATEMENT File No. 2024221027 xyxy=(232,1150,450,1171)
notice-body: The following person(s) is (are) doing business as D & C SECURITY. 1310 CANDLEWOOD ST UNIT H, LAKEWOOD, CA. 90712. Full name of registrant(s) is (are) DAVID E. GILMORE. This Business is conducted by: A GENERAL PARTNERSHIP. Signed: DAVID E. GILMORE, GENERAL PARTNER. This statement was filed with the County Clerk of Los Angeles County on 10/11/2024. The registrant(s) has (have) commenced to transact business under the fictitious business name or names listed above on N/A. xyxy=(459,1692,676,1801)
notice-heading: FICTITIOUS BUSINESS NAME STATEMENT File No. 2024218552 xyxy=(232,1395,450,1418)
notice-heading: FICTITIOUS BUSINESS NAME STATEMENT File No. 2024-213960 xyxy=(686,346,903,368)
notice-pub: Publish: Mountain Views News/JDC Dates Pub: OCT 12, 19, 26, NOV 02, 2024 xyxy=(1140,389,1357,411)
legal-notice xyxy=(459,1671,676,1823)
notice-pub: Publish: 3/5 Mountain Views News Dates Pub: Oct 19, 26, Nov 2, 9, 2024 xyxy=(459,853,676,875)
notice-heading: FICTITIOUS BUSINESS NAME STATEMENT File No. 2024-209362 xyxy=(1140,281,1357,302)
notice-pub: Publish: 3/5 Mountain Views News Dates Pub: Oct 26, Nov 2, 9, 16, 2024 xyxy=(232,2182,450,2203)
notice-pub: Publish: Mountain Views News/JDC Dates Pub: OCT 12, 19, 26, NOV 02, 2024 xyxy=(913,1293,1130,1316)
notice-body: The following person(s) is (are) doing business as NEW WORLD INVESTMENT CORPORATION. 1418 S ARDILLA AVE, WEST COVINA, CA. 91790. Full name of registrant(s) is (are) WINSTON GONZALEZ VALENZUELA. This Business is conducted by: AN INDIVIDUAL. Signed: GONZALO VALENZUELA, PRESIDENT. This statement was filed with the County Clerk of Los Angeles County on 10/07/2024. xyxy=(1140,303,1357,389)
legal-notice xyxy=(686,154,903,339)
legal-notice xyxy=(914,263,1130,437)
notice-body: The following person(s) is (are) doing business as ANTRANIK BRONZE. 18718 STARE STREET NORTHRIDGE, CA. 91324 LOS ANGELES COUNTY. Full name of registrant(s) is (are) ANTRANIK BAHARIAN. 18718 STARE STREET NORTHRIDGE, CA. 91324. This Business is conducted by: AN INDIVIDUAL. Signed: ANTRANIK BAHARIAN, OWNER. This statement was filed with the County Clerk of Los Angeles County on 10/09/2024. The registrant(s) has (have) commenced to transact business under the fictitious business name or names listed above on 10/2024. NOTICE- This Fictitious Name Statement expires five years from the date it was filed in the office of the County Clerk. A new Fictitious Business Name Statement must be filed prior to that date. The filing of this statement does not of itself authorize the use in this state of a Fictitious Business Name in violation of the rights of another under Federal, State, or common law (See section 14411 et seq. Business and Professions Code) xyxy=(6,1356,222,1563)
legal-notice xyxy=(233,390,450,641)
notice-heading: FICTITIOUS BUSINESS NAME STATEMENT File No. 2024-212458 xyxy=(459,1670,676,1692)
legal-notice xyxy=(6,1849,222,2099)
legal-notice xyxy=(914,1186,1130,1316)
notice-body: The following person(s) FERNANDO DELGADILLO. 2156 VALLEJO ST, LOS ANGELES, CA. 90031 have abandoned the use of the fictitious business name: FERNANDO'S TRANSMISSION. 2156 VALLEJO ST, LOS ANGELES, CA. 90031. The original file number of 20232613740. /s/ FERNANDO DELGADILLO, OWNER xyxy=(1140,451,1357,516)
notice-pub: Publish: 3/5 Mountain Views News Dates Pub: Oct 26, Nov 2, 9, 16, 2024 xyxy=(232,875,450,896)
notice-heading: FICTITIOUS BUSINESS NAME STATEMENT File No. 2024201640 xyxy=(1140,852,1357,874)
legal-notice xyxy=(686,347,903,531)
legal-notice xyxy=(6,2106,222,2313)
notice-pub: Publish: 3/5 Mountain Views News Dates Pub: Nov 2, 9, 16, 23, 2024 xyxy=(6,1563,222,1585)
notice-pub: Publish: DEB Mountain Views News Dates Pub: Oct 12, 19, Nov 2, 2024 xyxy=(913,235,1130,256)
notice-body: prior to that date. The filing of this statement does not of itself authorize the use in this state of a Fictitious Business Name in violation of the rights of another under Federal, State, or common law (See section 14411 et seq. Business and Professions Code) xyxy=(686,72,903,125)
legal-notice xyxy=(233,1396,450,1701)
notice-heading: FICTITIOUS BUSINESS NAME STATEMENT File No. 2024-211708 xyxy=(913,263,1130,284)
notice-heading: FICTITIOUS BUSINESS NAME STATEMENT File No. 2024226389 xyxy=(6,831,222,853)
legal-notice xyxy=(459,1830,676,1983)
notice-pub: Publish: 3/5 Mountain Views News Dates Pub: Oct 19, Nov 2, 9, 2024 xyxy=(232,2373,450,2395)
notice-body: The following person(s) is (are) doing business as BELLONA CAPITAL INVESTMENTS. BELLONA CAPITAL GROUP. BELLONA CAPITAL PARTNERS. BELLONA CAPITAL MANAGEMENT. 8949 ATLANTIC AVE SUITE E, SOUTH GATE, CA. 90280. Full name of registrant(s) is (are) BELLONA CAPITAL LLC. This Business is conducted by: A LIMITED LIABILITY COMPANY. Signed: CLAUDIA CERVANTES, MANAGING MEMBER. This statement was filed with the County Clerk of Los Angeles County on 10/21/2024. The registrant(s) has (have) commenced to transact business under the fictitious business name or names listed above on N/A. NOTICE- This Fictitious Name Statement expires five years from the date it was filed in the office of the County Clerk. xyxy=(459,1106,676,1269)
notice-body: The following person(s) is (are) doing business as ASTRA CORPORATE SERVICES. 18723 VIA PRINCESSA STE 318 SANTA CLARITA, CA. 91387. LOS ANGELES COUNTY. Full name of registrant(s) is (are) ANA IZTURIZ. 18723 VIA PRINCESSA STE 318 SANTA CLARITA, CA. 91387. This Business is conducted by: AN INDIVIDUAL. Signed: ANA IZTURIZ, OWNER. This statement was filed with the County Clerk of Los Angeles County on 10/21/2024. The registrant(s) has (have) commenced to transact business under the fictitious business name or names listed above on N/A. NOTICE- This Fictitious Name Statement expires five years from the date it was filed in the office of the County Clerk. A new Fictitious Business Name Statement must be filed prior to that date. The filing of this statement does not of itself authorize the use in this state of a Fictitious Business Name in violation of the rights of another under Federal, State, or common law (See section 14411 et seq. Business and Professions Code) xyxy=(232,1975,450,2182)
footer xyxy=(0,2546,1367,2576)
notice-body: The following person(s) is (are) doing business as DECLARA LLC. 400 PROSPECT AVE #1 LOS ANGELES, CA. 90027. AON 202604100976 STATE OF NEW MEXICO. LOS ANGELES COUNTY. Full name of registrant(s) is (are) DECLARA LLC. 400 PROSPECT AVE #1 LOS ANGELES, CA. 90027. This Business is conducted by: AN LLC. Signed: DECLARA LLC. DAVID SARGSYAN, MANAGING MEMBER. This statement was filed with the County Clerk of Los Angeles County on 10/07/2024. The registrant(s) has (have) commenced to transact business under the fictitious business name or names listed above on 10/2015. NOTICE- This Fictitious Name Statement expires five years from the date it was filed in the office of the County Clerk. A new Fictitious Business Name Statement must be filed prior to that date. xyxy=(6,2341,222,2504)
legal-notice xyxy=(1140,282,1357,412)
notice-pub: Publish: Mountain Views News/JDC Dates Pub: OCT 12, 19, 26, NOV 02, 2024 xyxy=(913,1030,1130,1052)
notice-body: The following person(s) is (are) doing business as ALONDRA MINI MARKET. 3788 S WESTERN AVE, LOS ANGELES, CA. 90008. LOS ANGELES COUNTY. Full name of registrant(s) is (are) SOCORRO FAMILY INC. 3788 S WESTERN AVE, LOS ANGELES, CA. 90008. This Business is conducted by: A CORPORATION. Signed: SOCORRO FAMILY INC, EMILIA GUZMAN FRANCO, CEO. This statement was filed with the County Clerk of Los Angeles County on 09/23/2024. xyxy=(1140,566,1357,664)
legal-notice xyxy=(914,1460,1130,1580)
notice-pub: Publish: Mountain Views News Dates Pub: Oct 12, 19, 26, Nov 2, 2024 xyxy=(1140,823,1357,845)
notice-pub: Publish: Mountain Views News/JDC Dates Pub: OCT 19, 26, NOV 02, 09, 2024 xyxy=(686,1348,903,1370)
notice-heading: FILE NO. 2024208603 STATEMENT OF ABANDONMENT OF USE OF FICTITIOUS BUSINESS NAME xyxy=(1140,1286,1357,1318)
legal-notice xyxy=(6,832,222,1083)
notice-body: The following person(s) is (are) doing business as ULTIMATE LANDSCAPE & TREE CARE. 10577 CANTARA ST SUN VALLEY, CA. 91352 LOS ANGELES COUNTY. Full name of registrant(s) is (are) RENE MELENDEZ PORTILLO. 10577 CANTARA ST SUN VALLEY, CA. 91352. This Business is conducted by: AN INDIVIDUAL. Signed: RENE MELENDEZ PORTILLO, OWNER. This statement was filed with the County Clerk of Los Angeles County on 10/22/2024. The registrant(s) has (have) commenced to transact business under the fictitious business name or names listed above on 08/2022. NOTICE- This Fictitious Name Statement expires five years from the date it was filed in the office of the County Clerk. A new Fictitious Business Name Statement must be filed prior to that date. The filing of this statement does not of itself authorize the use in this state of a Fictitious Business Name in violation of the rights of another under Federal, State, or common law (See section 14411 et seq. Business and Professions Code) xyxy=(232,668,450,875)
legal-notice xyxy=(233,133,450,384)
notice-pub: Publish: Mountain Views News/JDC Dates Pub: OCT 12, 19, 26, NOV 02, 2024 xyxy=(913,1557,1130,1579)
notice-heading: FICTITIOUS BUSINESS NAME STATEMENT File No. 2024-208479 xyxy=(913,921,1130,943)
notice-heading: FICTITIOUS BUSINESS NAME STATEMENT File No. 2024223666 xyxy=(6,1334,222,1356)
notice-body: The following person(s) is (are) doing business as SUN VALLEY JEWELRY. 8693 VINELAND AVE SUN VALLEY, CA. 91352. SUN VALLEY JEWELRY AND LOANS. 8693 VINELAND AVE SUN VALLEY, CA. 91352. SUN VALLEY JEWELRY AND PAWN. 8693 VINELAND AVE SUN VALLEY, CA. 91352. AON 6316427 CALIFORNIA. LOS ANGELES COUNTY. Full name of registrant(s) is (are) SUNSET SUN VALLEY JEWELRY PAWN SHOP INC. 8693 VINELAND AVE SUN VALLEY, CA. 91352. This Business is conducted by: A CORPORATION. Signed: SUN VALLEY JEWELRY PAWN SHOP INC, MIKE ANANSKY, CEO. This statement was filed with the County Clerk of Los Angeles County on 10/21/2024. The registrant(s) has (have) commenced to transact business under the fictitious business name or names listed above on 10/2024. NOTICE- This Fictitious Name Statement expires five years from the date it was filed in the office of the County Clerk. A new Fictitious Business Name Statement must be filed prior to that date. The filing of this statement does not of itself authorize the use in this state of a Fictitious Business Name in violation of the rights of another under Federal, State, or common law (See section 14411 et seq. Business and Professions Code) xyxy=(232,1418,450,1679)
notice-heading: FICTITIOUS BUSINESS NAME STATEMENT File No. 2024-216154 xyxy=(686,1239,903,1261)
notice-heading: FILE NO. 2024-207350 STATEMENT OF ABANDONMENT OF USE OF FICTITIOUS BUSINESS NAME xyxy=(1140,418,1357,451)
legal-notice xyxy=(233,1708,450,1947)
legal-notice xyxy=(6,1088,222,1327)
notice-pub: Publish: Mountain Views News Dates Pub: OCT 12, 19, 26, NOV 02, 2024 xyxy=(913,892,1130,915)
notice-body: The following person(s) is (are) doing business as LA CASA DISTRIBUTION. 5111 S 1ST ST, LOS ANGELES, CA. 90037. Full name of registrant(s) is (are) MARINA J POLANCO RODRIGUEZ. This Business is conducted by: AN INDIVIDUAL. Signed: MARINA J POLANCO RODRIGUEZ, OWNER. This statement was filed with the County Clerk of Los Angeles County on 10/08/2024. xyxy=(913,1081,1130,1156)
notice-pub: Publish: Mountain Views News Dates Pub: OCT 12, 19, 26, NOV 02, 2024 xyxy=(913,745,1130,766)
legal-notice xyxy=(686,730,903,915)
notice-body: The following person(s) is (are) doing business as B S C CLEANING SERVICES. 2602 W ELDER ST WEST COVINA, CA. 91790 LOS ANGELES COUNTY. Full name of registrant(s) is (are) KAREN J RAMOS MANZO. 2602 W ELDER ST WEST COVINA, CA. 91790. This Business is conducted by: AN INDIVIDUAL. Signed: KAREN J RAMOS MANZO, OWNER. This statement was filed with the County Clerk of Los Angeles County on 10/15/2024. The registrant(s) has (have) commenced to transact business under the fictitious business name or names listed above on 10/2024. NOTICE- This Fictitious Name Statement expires five years from the date it was filed in the office of the County Clerk. A new Fictitious Business Name Statement must be filed prior to that date. xyxy=(459,498,676,651)
notice-pub: Publish: Mountain Views News Dates Pub: Oct 12, 19, 26, Nov 2, 2024 xyxy=(1140,1394,1357,1416)
notice-body: The following person(s) LIDIA GRACIANA DE LEON. 1721 WEST 37TH, LOS ANGELES, CA. 90018 have abandoned the use of the fictitious business name: LILEE FLOORING DESIGN. The fictitious business name referred to above was filed in the County of Los Angeles on: 09/23/2020. The original file number of 2020014390. This business was conducted by: AN INDIVIDUAL. This statement was filed with the County Clerk of Los Angeles on 10/11/2024. /s/ LIDIA GRACIANA DE LEON, OWNER xyxy=(686,1409,903,1518)
notice-heading: FICTITIOUS BUSINESS NAME STATEMENT File No. 2024-208371 xyxy=(913,1322,1130,1344)
notice-columns xyxy=(6,72,1361,2544)
notice-pub: Publish: Mountain Views News Dates Pub: OCT 12, 19, 26, NOV 02, 2024 xyxy=(913,575,1130,596)
legal-notice xyxy=(459,1298,676,1483)
notice-heading: FILE NO. 2024-215677 STATEMENT OF ABANDONMENT OF USE OF FICTITIOUS BUSINESS NAME xyxy=(686,1547,903,1579)
legal-notice xyxy=(459,1490,676,1664)
notice-body: The following person(s) is (are) doing business as MR R SMOKE & LOUNGE. 6066 WOODMAN AVE. VAN NUYS, CA. 91401. AON 6477292 CALIFORNIA. LOS ANGELES COUNTY. Full name of registrant(s) is (are) ENA INVESTMENTS. 6066 WOODMAN AVE. VAN NUYS, CA. 91401. This Business is conducted by: A CORPORATION. Signed: ENA INVESTMENTS, ARSEN DALLAKYAN, CEO. This statement was filed with the County Clerk of Los Angeles County on 10/21/2024. The registrant(s) has (have) commenced to transact business under the fictitious business name or names listed above on 10/2024. NOTICE- This Fictitious Name Statement expires five years from the date it was filed in the office of the County Clerk. A new Fictitious Business Name Statement must be filed prior to that date. The filing of this statement does not of itself authorize the use in this state of a Fictitious Business Name in violation of the rights of another under Federal, State, or common law (See section 14411 et seq. Business and Professions Code) xyxy=(232,154,450,361)
notice-heading: FICTITIOUS BUSINESS NAME STATEMENT File No. 2024197163 xyxy=(1140,692,1357,715)
notice-heading: FICTITIOUS BUSINESS NAME STATEMENT File No. 2024219499 xyxy=(232,904,450,925)
notice-body: The following person(s) is (are) doing business as THE CRAFT ZONE. 632 W MONTECITO AVENUE, SIERRA MADRE, CA. 91024. LOS ANGELES COUNTY. Full name of registrant(s) is (are) JANINE GREGORY. 632 W MONTECITO AVENUE, SIERRA MADRE, CA. 91024. This Business is conducted by: AN INDIVIDUAL. Signed: JANINE GREGORY, OWNER. This statement was filed with the County Clerk of Los Angeles County on 10/03/2024. The registrant(s) has (have) commenced to transact business under the fictitious business name or names listed above on 10/2024. NOTICE- This Fictitious Name Statement expires five years from the date it was filed in the office of the County Clerk. xyxy=(913,93,1130,234)
notice-body: The following person(s) is (are) doing business as RACHEL'S CANDY SHOP. 912 E 9TH ST, LOS ANGELES, CA. 90021. Full name of registrant(s) is (are) BETANCOURT DISTRIBUTION LLC. This Business is conducted by: A LIMITED LIABILITY COMPANY. Signed: DANIEL BETANCOURT, MANAGING MEMBER. This statement was filed with the County Clerk of Los Angeles County on 10/08/2024. xyxy=(913,1207,1130,1293)
notice-heading: FICTITIOUS BUSINESS NAME STATEMENT File No. 2024224871 xyxy=(6,72,222,93)
notice-body: The following person(s) is (are) doing business as VIC CRAFTY CREATIONS. 299 N CENTURY BLVD APT 1, INGLEWOOD, CA. 90301. Full name of registrant(s) is (are) KARLA I IRAHETA MORALES. This Business is conducted by: AN INDIVIDUAL. Signed: KARLA I IRAHETA MORALES, OWNER. This statement was filed with the County Clerk of Los Angeles County on 10/11/2024. The registrant(s) has (have) commenced to transact business under the fictitious business name or names listed above on 10/2024. xyxy=(686,1102,903,1211)
legal-notice xyxy=(233,72,450,126)
notice-heading: FICTITIOUS BUSINESS NAME STATEMENT File No. 2024212971 xyxy=(459,679,676,701)
notice-pub: Publish: 3/5 Mountain Views News Dates Pub: Oct 19, 26, Nov 2, 9, 2024 xyxy=(459,448,676,470)
legal-notice xyxy=(1140,853,1357,994)
legal-notice xyxy=(686,538,903,722)
notice-pub: Publish: 3/5 Mountain Views News Dates Pub: Nov 2, 9, 16, 23, 2024 xyxy=(6,1306,222,1327)
notice-body: The following person(s) is (are) doing business as BLISS NAIL LOUNGE MB. 1030 SEPULVEDA BLVD, MANHATTAN BEACH, CA. 90266. Full name of registrant(s) is (are) ANNIE PHO. 9282 ORALEE, GARDEN GROVE, CA. 92841. This Business is conducted by: AN INDIVIDUAL. Signed: ANNIE PHO, OWNER. This statement was filed with the County Clerk of Los Angeles County on 10/17/2024. The registrant(s) has (have) commenced to transact business under the fictitious business name or names listed above on 10/2024. NOTICE- This Fictitious Name Statement expires five years from the date it was filed in the office of the County Clerk. xyxy=(459,1320,676,1460)
notice-body: The following person(s) is (are) doing business as WAFFLE KITCHEN. 461 N AVENUE 5 PALMDALE, CA. 93550. LOS ANGELES COUNTY. Full name of registrant(s) is (are) SALVADOR RESTAURANT INC. 461 N AVENUE 5 PALMDALE, CA. 93550. This Business is conducted by: AN LLC. Signed: ALFREDO ALVAREZ, MEMBER. This statement was filed with the County Clerk of Los Angeles County on 09/27/2024. xyxy=(1140,1170,1357,1256)
notice-body: The following person(s) is (are) doing business as FREEZE ANDRY. 1199 RIVERA RD, SANTA FE SPRINGS, CA. 90670. Full name of registrant(s) is (are) CHINA MANUFACTURING SOLUTIONS, USA, LLC. 2782 KEMPTON DR, LOS ALAMITOS, CA. 90720. This Business is conducted by: A LIMITED LIABILITY COMPANY. Signed: KARIM SHUKUR, MANAGING MEMBER, ARTICLE # 200912510007. This statement was filed with the County Clerk of Los Angeles County on 10/11/2024. xyxy=(913,466,1130,574)
notice-pub: Publish: 3/5 Mountain Views News Dates Pub: Oct 26, Nov 2, 9, 16, 2024 xyxy=(232,1367,450,1388)
notice-heading: FICTITIOUS BUSINESS NAME STATEMENT File No. 2024189561 xyxy=(913,72,1130,93)
legal-notice xyxy=(233,2211,450,2395)
notice-pub: Publish: Mountain Views News/JDC Dates Pub: OCT 19, 26, NOV 02, 09, 2024 xyxy=(686,1519,903,1540)
column-4 xyxy=(686,72,908,2544)
legal-notice xyxy=(1140,144,1357,274)
notice-pub: Publish: 3/5 Mountain Views News Dates Pub: Oct 26, Nov 2, 9, 16, 2024 xyxy=(232,618,450,640)
